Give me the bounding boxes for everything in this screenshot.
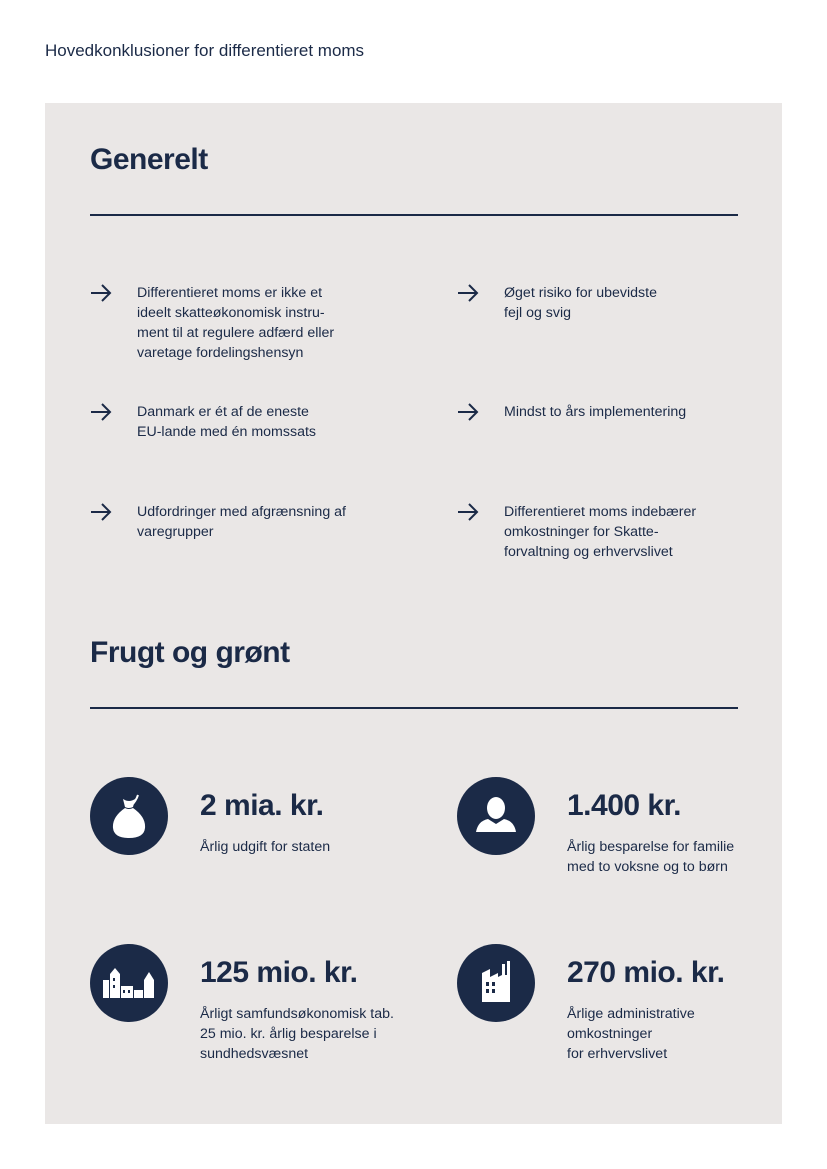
stat-value: 125 mio. kr.: [200, 956, 358, 989]
stat-card: [457, 777, 787, 917]
arrow-right-icon: [90, 402, 112, 422]
section-title-frugt-og-groent: Frugt og grønt: [90, 636, 290, 669]
page-header-title: Hovedkonklusioner for differentieret moms: [45, 41, 365, 60]
arrow-right-icon: [90, 283, 112, 303]
stat-icon-circle: [457, 777, 535, 855]
stat-value: 270 mio. kr.: [567, 956, 725, 989]
conclusions-panel: [45, 103, 782, 1124]
section-divider: [90, 707, 738, 709]
stat-value: 1.400 kr.: [567, 789, 681, 822]
stat-description: Årlig udgift for staten: [200, 839, 331, 855]
stat-value: 2 mia. kr.: [200, 789, 324, 822]
bullet-text: Differentieret moms indebærer omkostninger for Skatte- forvaltning og erhvervslivet: [504, 504, 697, 560]
bullet-text: Danmark er ét af de eneste EU-lande med én momssats: [137, 404, 316, 440]
stat-icon-circle: [90, 777, 168, 855]
section-divider: [90, 214, 738, 216]
money-bag-icon: [90, 777, 168, 855]
bullet-text: Differentieret moms er ikke et ideelt skatteøkonomisk instru- ment til at regulere adfærd eller varetage fordelingshensyn: [137, 285, 335, 361]
arrow-right-icon: [457, 502, 479, 522]
stat-icon-circle: [90, 944, 168, 1022]
stat-card: [457, 944, 787, 1084]
arrow-right-icon: [90, 502, 112, 522]
bullet-text: Øget risiko for ubevidste fejl og svig: [504, 285, 657, 321]
section-title-generelt: Generelt: [90, 143, 208, 176]
arrow-right-icon: [457, 283, 479, 303]
stat-icon-circle: [457, 944, 535, 1022]
factory-icon: [457, 944, 535, 1022]
stat-description: Årligt samfundsøkonomisk tab. 25 mio. kr. årlig besparelse i sundhedsvæsnet: [200, 1006, 394, 1062]
bullet-text: Mindst to års implementering: [504, 404, 687, 420]
arrow-right-icon: [457, 402, 479, 422]
bullet-text: Udfordringer med afgrænsning af varegrupper: [137, 504, 346, 540]
stat-description: Årlig besparelse for familie med to voksne og to børn: [567, 839, 735, 875]
town-icon: [90, 944, 168, 1022]
stat-card: [90, 777, 420, 917]
stat-description: Årlige administrative omkostninger for erhvervslivet: [567, 1006, 695, 1062]
person-icon: [457, 777, 535, 855]
stat-card: [90, 944, 420, 1084]
